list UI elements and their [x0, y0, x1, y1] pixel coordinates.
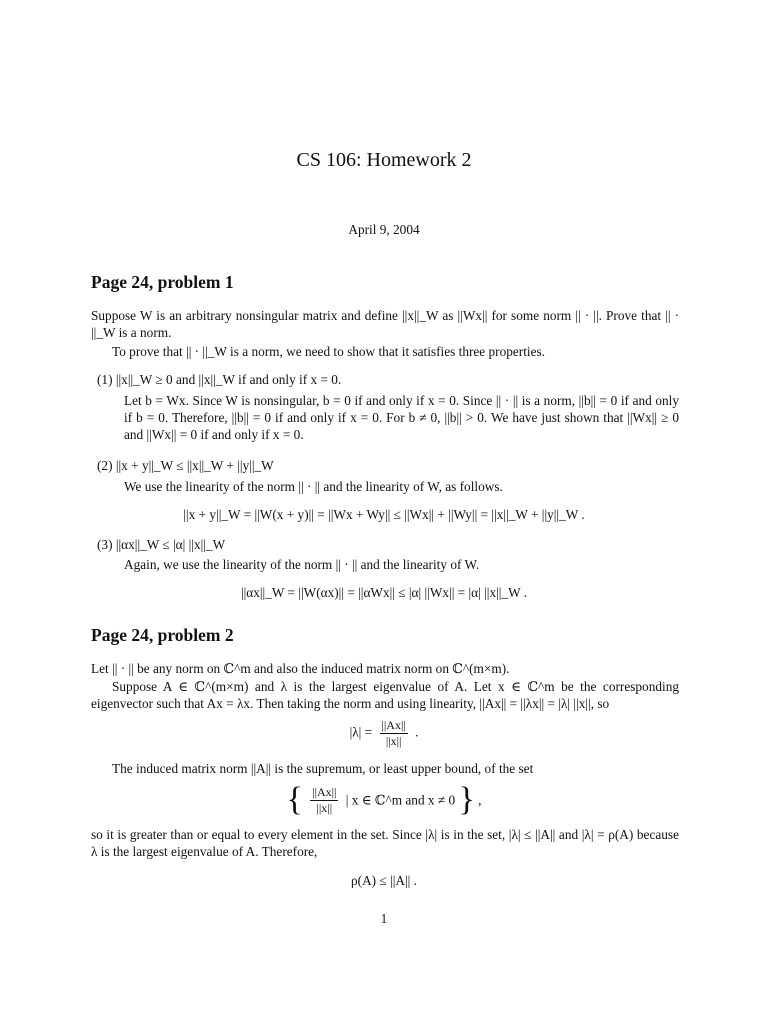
item-label: (1) — [97, 372, 113, 387]
equation-tail: . — [415, 724, 419, 740]
final-inequality: ρ(A) ≤ ||A|| . — [351, 873, 417, 888]
page-number: 1 — [380, 911, 388, 926]
section2-paragraph-4: so it is greater than or equal to every element in the set. Since |λ| is in the set, |λ| ≤ ||A|| and |λ| = ρ(A) because λ is the largest eigenvalue of A. Therefore, — [91, 827, 679, 859]
item-1-label — [97, 371, 341, 388]
section1-intro2: To prove that || · ||_W is a norm, we need to show that it satisfies three properties. — [112, 344, 546, 359]
equation-lambda — [0, 718, 768, 749]
item-3-label — [97, 536, 225, 553]
document-date: April 9, 2004 — [348, 222, 420, 237]
fraction — [310, 785, 338, 816]
item-2-equation: ||x + y||_W = ||W(x + y)|| = ||Wx + Wy|| ≤ ||Wx|| + ||Wy|| = ||x||_W + ||y||_W . — [183, 507, 585, 522]
section-heading-1: Page 24, problem 1 — [91, 272, 234, 292]
item-label: (3) — [97, 537, 113, 552]
item-statement: ||x + y||_W ≤ ||x||_W + ||y||_W — [115, 458, 274, 473]
document-title: CS 106: Homework 2 — [296, 149, 472, 171]
item-label: (2) — [97, 458, 113, 473]
equation-lhs: |λ| = — [349, 724, 373, 740]
section2-paragraph-1: Let || · || be any norm on ℂ^m and also the induced matrix norm on ℂ^(m×m). — [91, 661, 510, 676]
fraction-denominator: ||x|| — [385, 734, 402, 748]
fraction-denominator: ||x|| — [316, 800, 333, 815]
set-condition: | x ∈ ℂ^m and x ≠ 0 — [345, 792, 456, 808]
section2-paragraph-3: The induced matrix norm ||A|| is the supremum, or least upper bound, of the set — [112, 761, 534, 776]
section-heading-2: Page 24, problem 2 — [91, 625, 234, 645]
left-brace: { — [286, 781, 303, 818]
fraction — [380, 718, 408, 749]
item-2-body: We use the linearity of the norm || · || and the linearity of W, as follows. — [124, 479, 503, 494]
fraction-numerator: ||Ax|| — [381, 718, 406, 732]
set-definition — [0, 780, 768, 820]
item-3-body: Again, we use the linearity of the norm || · || and the linearity of W. — [124, 557, 480, 572]
item-3-equation: ||αx||_W = ||W(αx)|| = ||αWx|| ≤ |α| ||Wx|| = |α| ||x||_W . — [240, 585, 528, 600]
section1-intro: Suppose W is an arbitrary nonsingular matrix and define ||x||_W as ||Wx|| for some norm || · ||. Prove that || · ||_W is a norm. — [91, 308, 679, 340]
section2-paragraph-2: Suppose A ∈ ℂ^(m×m) and λ is the largest eigenvalue of A. Let x ∈ ℂ^m be the corresponding eigenvector such that Ax = λx. Then taking the norm and using linearity, ||Ax|| = ||λx|| = |λ| ||x||, so — [91, 679, 679, 711]
item-statement: ||αx||_W ≤ |α| ||x||_W — [115, 537, 226, 552]
set-tail: , — [478, 792, 482, 808]
fraction-numerator: ||Ax|| — [312, 784, 337, 799]
item-statement: ||x||_W ≥ 0 and ||x||_W if and only if x = 0. — [115, 372, 342, 387]
item-1-body: Let b = Wx. Since W is nonsingular, b = 0 if and only if x = 0. Since || · || is a norm, ||b|| = 0 if and only if b = 0. Therefore, ||b|| = 0 if and only if x = 0. For b ≠ 0, ||b|| > 0. We have just shown that ||Wx|| ≥ 0 and ||Wx|| = 0 if and only if x = 0. — [124, 393, 679, 442]
item-2-label — [97, 457, 274, 474]
right-brace: } — [458, 781, 475, 818]
